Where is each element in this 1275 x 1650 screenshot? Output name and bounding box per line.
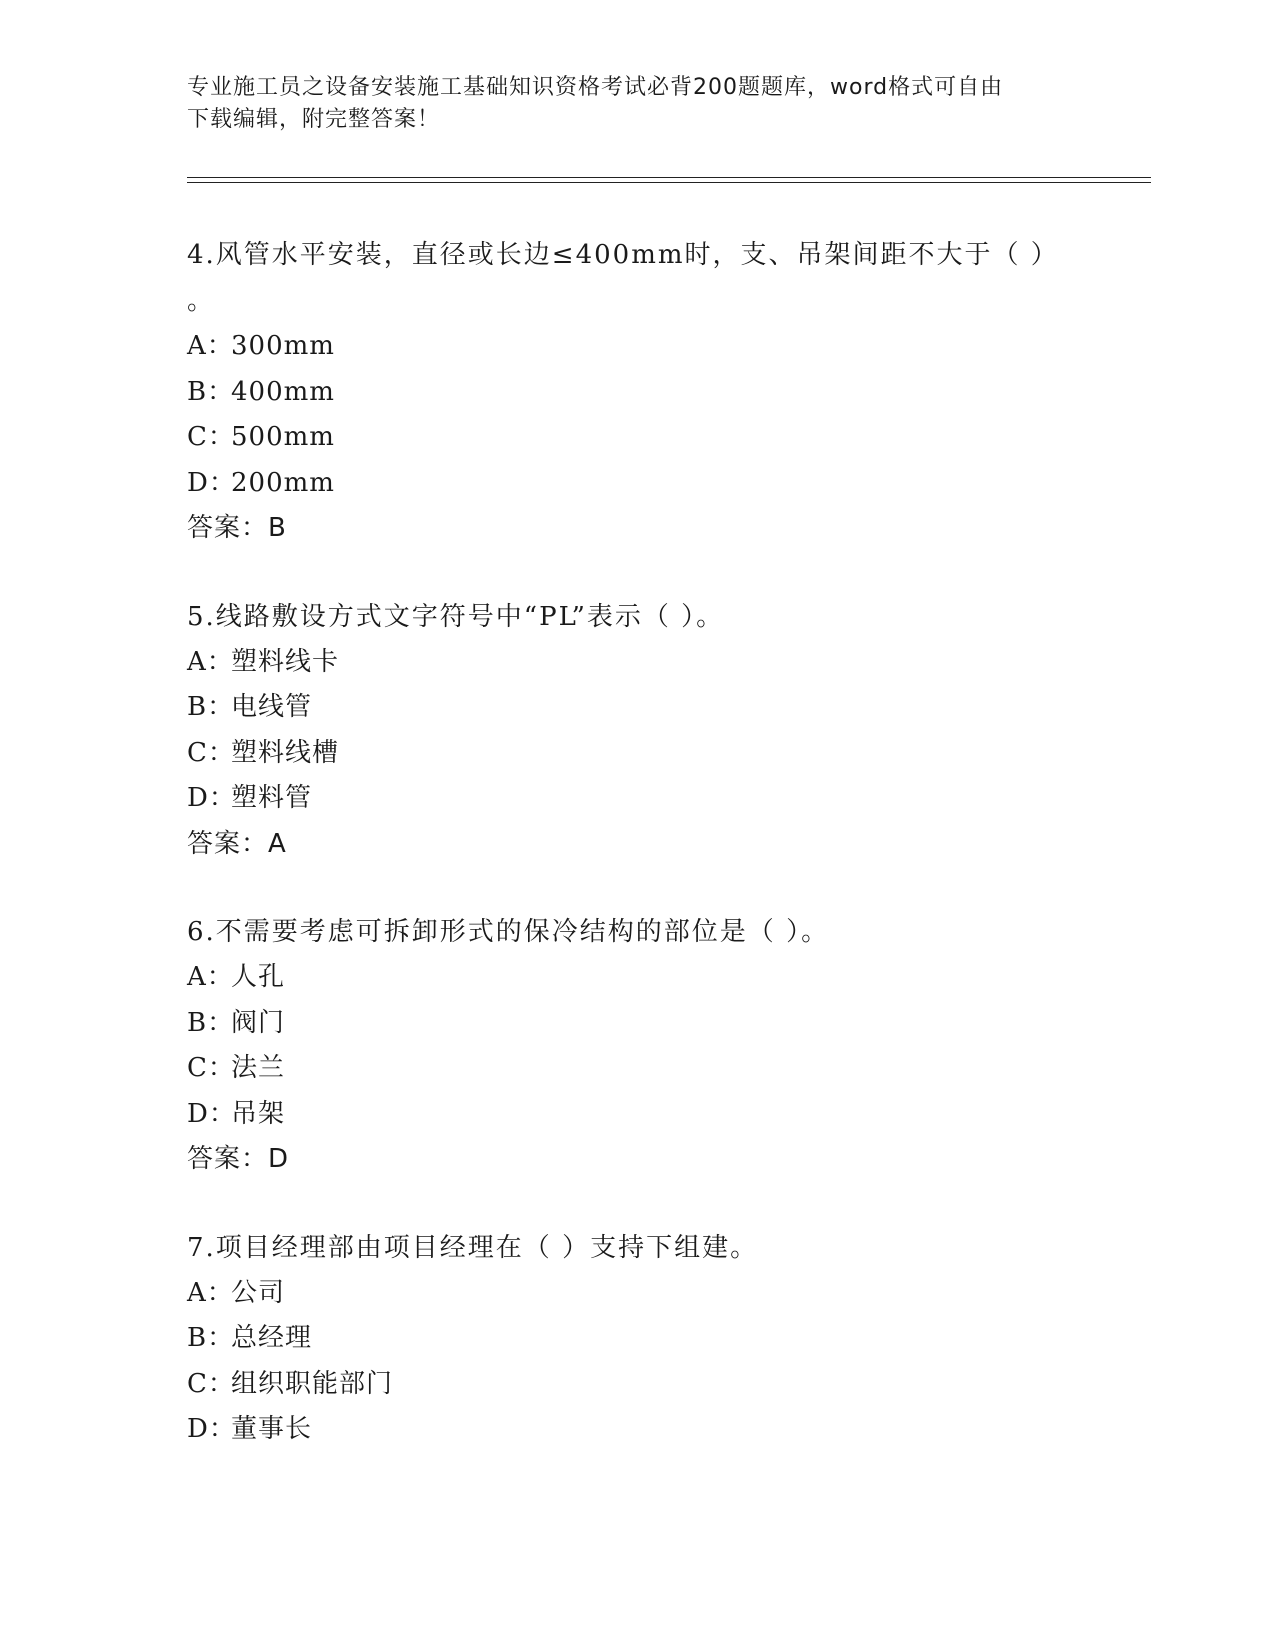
option-label: C： bbox=[187, 737, 235, 768]
header-divider-bottom bbox=[187, 182, 1151, 183]
option-a bbox=[187, 955, 1117, 1001]
option-d bbox=[187, 776, 1117, 822]
option-b bbox=[187, 685, 1117, 731]
option-text: 300mm bbox=[231, 331, 335, 361]
option-label: D： bbox=[187, 467, 236, 498]
option-text: 电线管 bbox=[231, 692, 313, 722]
option-b bbox=[187, 370, 1117, 416]
header-line-1: 专业施工员之设备安装施工基础知识资格考试必背200题题库，word格式可自由 bbox=[187, 75, 1004, 100]
option-label: D： bbox=[187, 1414, 236, 1444]
option-b bbox=[187, 1001, 1117, 1047]
option-text: 塑料管 bbox=[231, 783, 313, 813]
option-text: 法兰 bbox=[231, 1053, 286, 1083]
option-label: B： bbox=[187, 692, 235, 722]
header-divider-top bbox=[187, 177, 1151, 178]
option-c bbox=[187, 415, 1117, 461]
option-label: C： bbox=[187, 1053, 235, 1083]
header-line-2: 下载编辑，附完整答案！ bbox=[187, 107, 441, 132]
option-text: 组织职能部门 bbox=[231, 1368, 394, 1399]
question-4 bbox=[187, 232, 1117, 552]
option-label: A： bbox=[187, 331, 234, 361]
question-stem: 4.风管水平安装，直径或长边≤400mm时，支、吊架间距不大于（ ） bbox=[187, 240, 1059, 270]
answer: 答案：A bbox=[187, 828, 287, 859]
question-stem: 7.项目经理部由项目经理在（ ）支持下组建。 bbox=[187, 1232, 759, 1263]
option-label: B： bbox=[187, 376, 235, 407]
option-a bbox=[187, 640, 1117, 686]
option-label: C： bbox=[187, 422, 235, 452]
option-label: B： bbox=[187, 1007, 235, 1038]
question-6 bbox=[187, 909, 1117, 1183]
option-text: 总经理 bbox=[231, 1323, 313, 1353]
option-text: 500mm bbox=[231, 422, 335, 452]
option-text: 200mm bbox=[231, 467, 335, 498]
question-stem: 5.线路敷设方式文字符号中“PL”表示（ ）。 bbox=[187, 601, 725, 632]
question-5 bbox=[187, 594, 1117, 868]
question-list bbox=[187, 232, 1117, 1495]
option-label: D： bbox=[187, 783, 236, 813]
option-label: C： bbox=[187, 1368, 235, 1399]
option-a bbox=[187, 1271, 1117, 1317]
option-label: D： bbox=[187, 1098, 236, 1129]
option-text: 塑料线槽 bbox=[231, 737, 340, 768]
question-stem: 6.不需要考虑可拆卸形式的保冷结构的部位是（ ）。 bbox=[187, 917, 830, 947]
option-text: 吊架 bbox=[231, 1098, 286, 1129]
option-d bbox=[187, 1407, 1117, 1453]
option-text: 董事长 bbox=[231, 1414, 313, 1444]
option-label: B： bbox=[187, 1323, 235, 1353]
option-label: A： bbox=[187, 962, 234, 992]
answer: 答案：D bbox=[187, 1144, 290, 1174]
option-text: 公司 bbox=[231, 1277, 286, 1308]
option-label: A： bbox=[187, 646, 234, 677]
option-d bbox=[187, 1092, 1117, 1138]
option-b bbox=[187, 1316, 1117, 1362]
option-text: 人孔 bbox=[231, 962, 286, 992]
option-c bbox=[187, 1362, 1117, 1408]
question-stem-continuation: 。 bbox=[187, 286, 216, 316]
question-7 bbox=[187, 1225, 1117, 1453]
option-a bbox=[187, 324, 1117, 370]
option-c bbox=[187, 1046, 1117, 1092]
answer: 答案：B bbox=[187, 513, 287, 543]
option-d bbox=[187, 461, 1117, 507]
document-header bbox=[187, 72, 1067, 136]
option-label: A： bbox=[187, 1277, 234, 1308]
option-text: 阀门 bbox=[231, 1007, 286, 1038]
option-text: 塑料线卡 bbox=[231, 646, 340, 677]
option-c bbox=[187, 731, 1117, 777]
option-text: 400mm bbox=[231, 376, 335, 407]
